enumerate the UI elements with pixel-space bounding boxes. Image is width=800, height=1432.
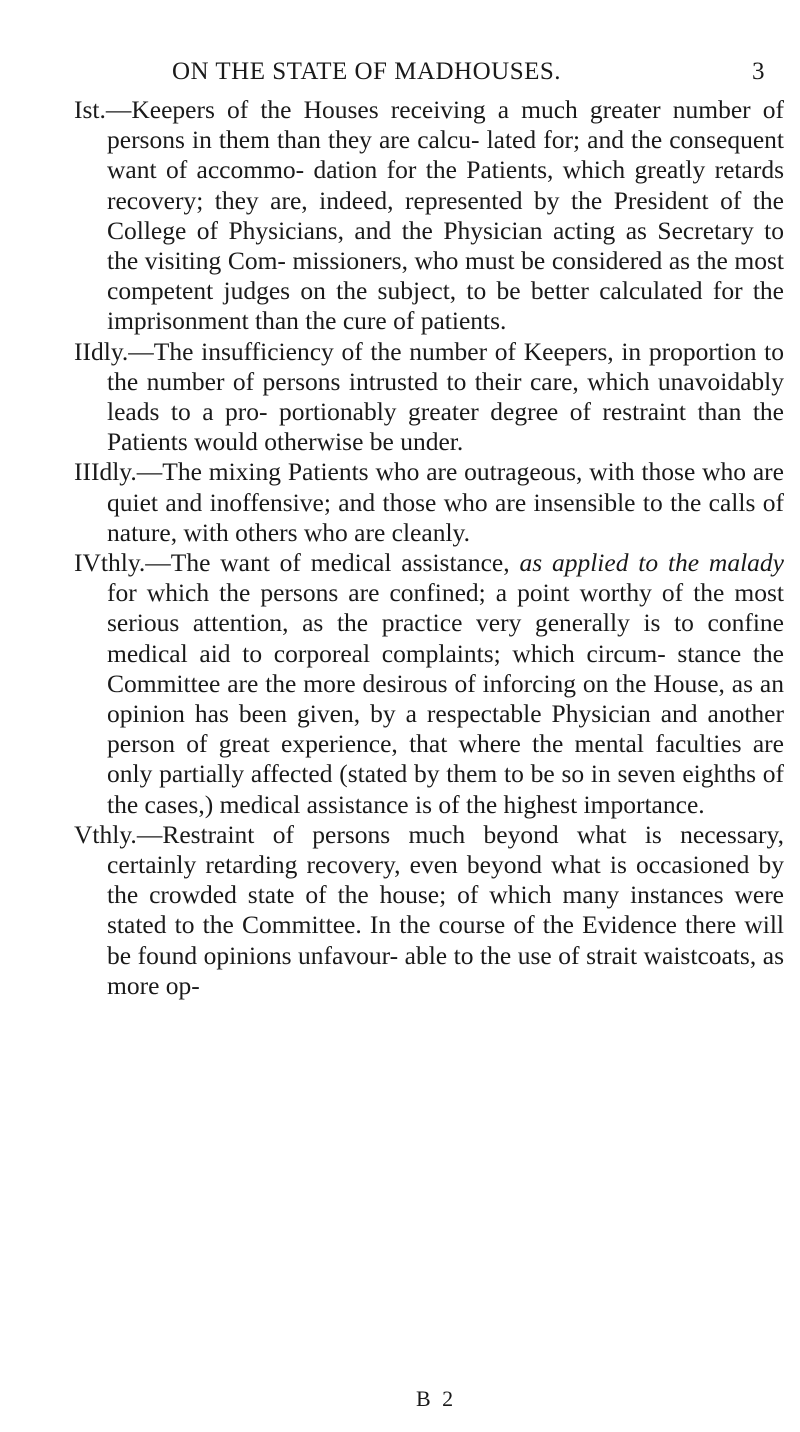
body-text bbox=[74, 95, 784, 1001]
running-head: ON THE STATE OF MADHOUSES. bbox=[172, 58, 562, 85]
paragraph-text: —Restraint of persons much beyond what is necessary, certainly retarding recovery, even beyond what is occasioned by the crowded state of the house; of which many instances were stated to the Committee. In the course of the Evidence there will be found opinions unfavour- able to the use of strait waistcoats, as more op- bbox=[107, 819, 784, 1000]
signature-mark: B 2 bbox=[416, 1386, 457, 1411]
paragraph-thirdly bbox=[74, 457, 784, 548]
paragraph-text: —The want of medical assistance, bbox=[145, 548, 520, 578]
paragraph-label: Ist. bbox=[74, 95, 106, 124]
page-number: 3 bbox=[752, 58, 765, 85]
paragraph-text: —Keepers of the Houses receiving a much greater number of persons in them than they are calcu- lated for; and the consequent want of accommo- dation for the Patients, which greatly retards recovery; they are, indeed, represented by the President of the College of Physicians, and the Physician acting as Secretary to the visiting Com- missioners, who must be considered as the most competent judges on the subject, to be better calculated for the imprisonment than the cure of patients. bbox=[105, 95, 784, 336]
paragraph-fourthly bbox=[74, 548, 784, 820]
paragraph-text: for which the persons are confined; a point worthy of the most serious attention, as the practice very generally is to confine medical aid to corporeal complaints; which circum- stance the Committee are the more desirous of inforcing on the House, as an opinion has been given, by a respectable Physician and another person of great experience, that where the mental faculties are only partially affected (stated by them to be so in seven eighths of the cases,) medical assistance is of the highest importance. bbox=[107, 578, 784, 819]
paragraph-first bbox=[74, 95, 784, 337]
paragraph-italic-text: as applied to the malady bbox=[519, 548, 784, 578]
paragraph-label: IVthly. bbox=[74, 548, 146, 578]
paragraph-label: IIIdly. bbox=[74, 457, 137, 487]
paragraph-label: Vthly. bbox=[74, 819, 137, 849]
page-header bbox=[0, 58, 800, 88]
paragraph-fifthly bbox=[74, 820, 784, 1001]
paragraph-text: —The insufficiency of the number of Keepers, in proportion to the number of persons intrusted to their care, which unavoidably leads to a pro- portionably greater degree of restraint than the Patients would otherwise be under. bbox=[107, 336, 784, 457]
paragraph-text: —The mixing Patients who are outrageous, with those who are quiet and inoffensive; and those who are insensible to the calls of nature, with others who are cleanly. bbox=[107, 457, 784, 547]
paragraph-label: IIdly. bbox=[74, 336, 129, 366]
paragraph-secondly bbox=[74, 337, 784, 458]
